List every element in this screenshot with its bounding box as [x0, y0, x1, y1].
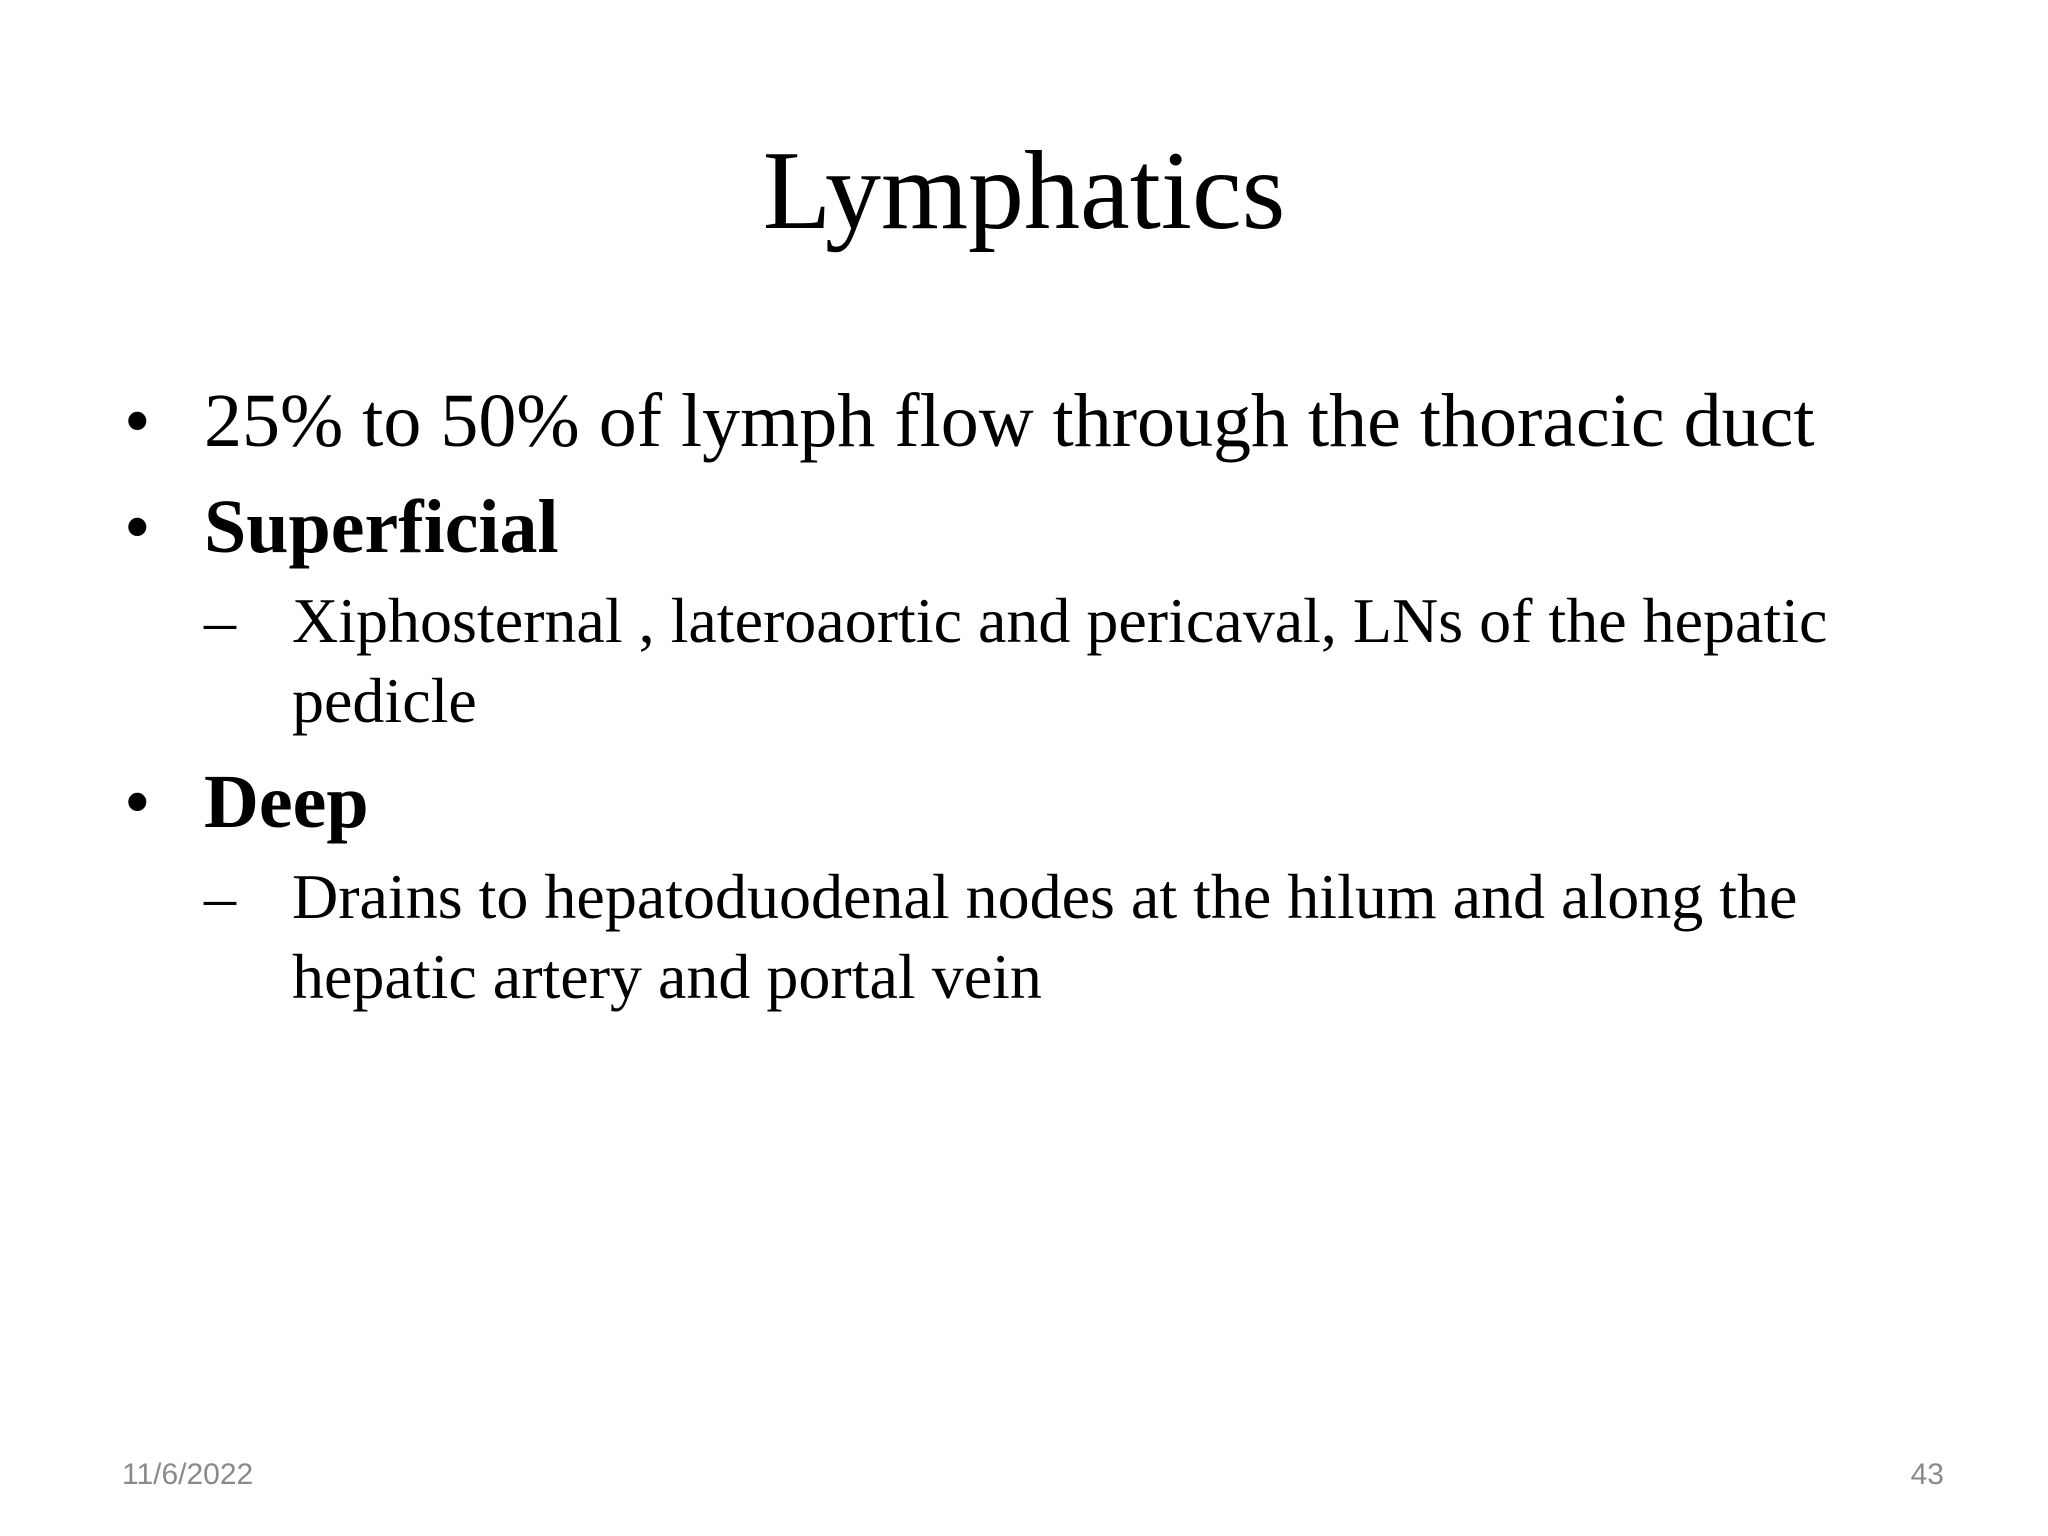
footer-date: 11/6/2022 — [122, 1458, 254, 1491]
bullet-text: Deep — [204, 760, 369, 845]
sub-item-deep-drainage — [120, 857, 1980, 1017]
bullet-item-deep — [120, 761, 1980, 845]
slide-title: Lymphatics — [762, 129, 1286, 253]
bullet-icon: • — [124, 379, 151, 463]
sub-item-text: Xiphosternal , lateroaortic and pericaval, LNs of the hepatic pedicle — [292, 585, 1828, 737]
bullet-icon: • — [124, 484, 151, 569]
bullet-item-superficial — [120, 486, 1980, 570]
bullet-icon: • — [124, 760, 151, 845]
slide-number: 43 — [1910, 1458, 1944, 1491]
sub-item-text: Drains to hepatoduodenal nodes at the hilum and along the hepatic artery and portal vein — [292, 860, 1798, 1012]
bullet-text: Superficial — [204, 484, 559, 569]
dash-icon: – — [204, 585, 236, 657]
sub-item-superficial-nodes — [120, 581, 1980, 741]
bullet-item-lymph-flow — [120, 380, 1980, 464]
dash-icon: – — [204, 860, 236, 932]
bullet-text: 25% to 50% of lymph flow through the thoracic duct — [204, 379, 1815, 463]
bullet-list — [120, 380, 1980, 1037]
